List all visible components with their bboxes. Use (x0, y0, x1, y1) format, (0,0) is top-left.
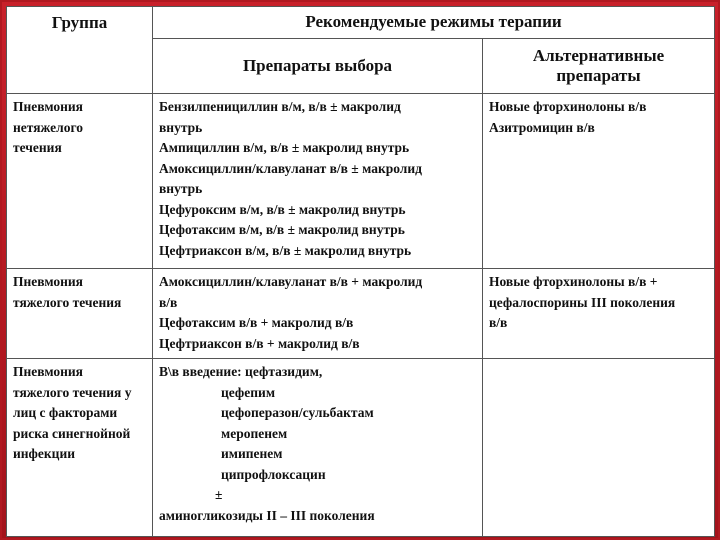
preferred-cell: В\в введение: цефтазидим, цефепим цефоперазон/сульбактам меропенем имипенем ципрофлоксацин ± аминогликозиды II – III поколения (153, 359, 483, 537)
alternative-cell: Новые фторхинолоны в/в Азитромицин в/в (483, 94, 715, 269)
table-row (7, 269, 715, 359)
slide-sheet (6, 6, 714, 537)
group-cell: Пневмония тяжелого течения (7, 269, 153, 359)
therapy-table (6, 6, 715, 537)
header-regimens: Рекомендуемые режимы терапии (153, 7, 715, 39)
preferred-cell: Бензилпенициллин в/м, в/в ± макролид внутрь Ампициллин в/м, в/в ± макролид внутрь Амоксициллин/клавуланат в/в ± макролид внутрь Цефуроксим в/м, в/в ± макролид внутрь Цефотаксим в/м, в/в ± макролид внутрь Цефтриаксон в/м, в/в ± макролид внутрь (153, 94, 483, 269)
header-group: Группа (7, 7, 153, 94)
plus-minus-sign: ± (215, 487, 223, 502)
alternative-cell-empty (483, 359, 715, 537)
header-preferred: Препараты выбора (153, 39, 483, 94)
table-row (7, 359, 715, 537)
table-row (7, 94, 715, 269)
group-cell: Пневмония тяжелого течения у лиц с факторами риска синегнойной инфекции (7, 359, 153, 537)
alternative-cell: Новые фторхинолоны в/в + цефалоспорины III поколения в/в (483, 269, 715, 359)
group-cell: Пневмония нетяжелого течения (7, 94, 153, 269)
header-alternative: Альтернативные препараты (483, 39, 715, 94)
preferred-cell: Амоксициллин/клавуланат в/в + макролид в/в Цефотаксим в/в + макролид в/в Цефтриаксон в/в + макролид в/в (153, 269, 483, 359)
